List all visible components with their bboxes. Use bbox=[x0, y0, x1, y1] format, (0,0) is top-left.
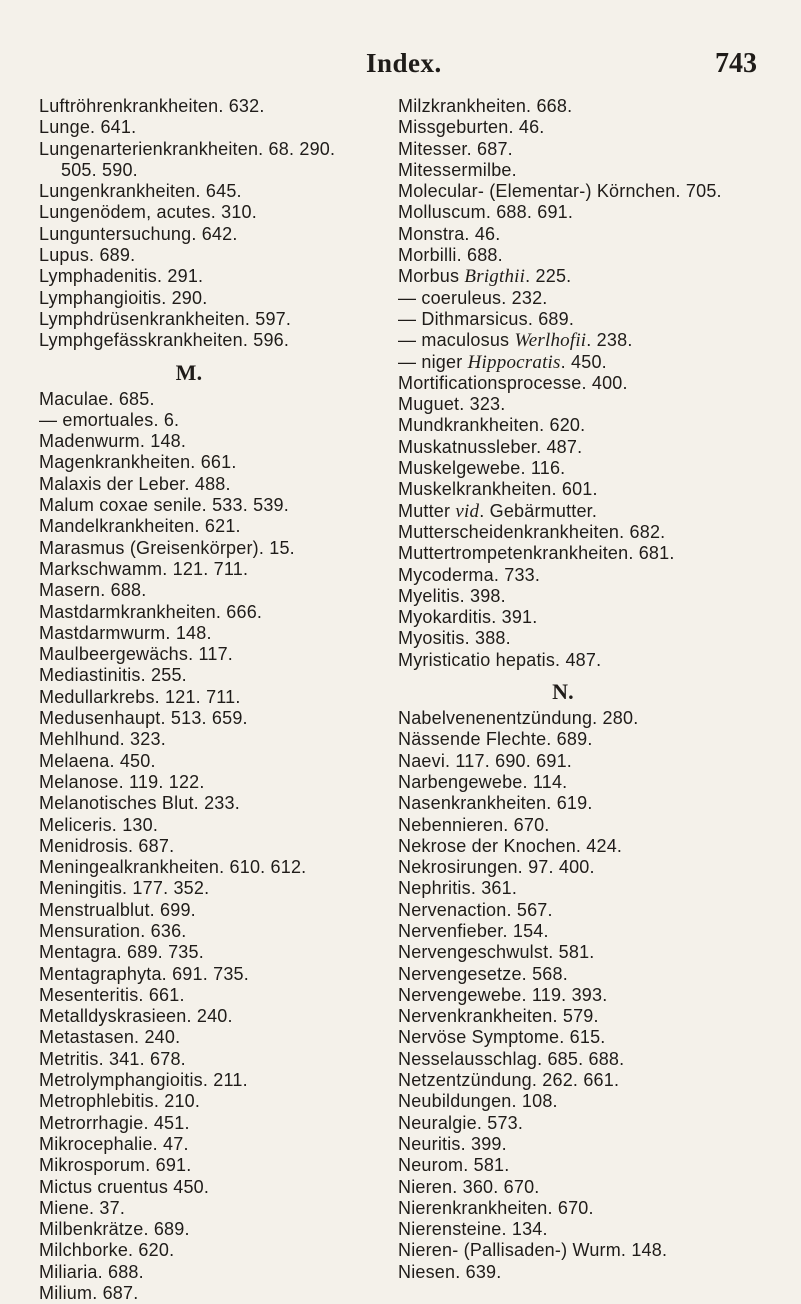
index-entry: Nieren- (Pallisaden-) Wurm. 148. bbox=[398, 1240, 668, 1261]
index-entry: Mictus cruentus 450. bbox=[39, 1176, 210, 1197]
index-entry: Lunge. 641. bbox=[39, 117, 137, 138]
index-entry bbox=[398, 266, 768, 287]
index-entry: Myelitis. 398. bbox=[398, 585, 506, 606]
entry-italic-text: vid bbox=[455, 500, 480, 522]
index-entry: Mutterscheidenkrankheiten. 682. bbox=[398, 521, 666, 542]
index-entry: Lungenkrankheiten. 645. bbox=[39, 181, 242, 202]
index-entry: Milzkrankheiten. 668. bbox=[398, 96, 573, 116]
index-entry: Myristicatio hepatis. 487. bbox=[398, 649, 602, 670]
entry-text: . 238. bbox=[586, 330, 633, 351]
index-entry: Nervenkrankheiten. 579. bbox=[398, 1006, 599, 1027]
index-entry: Nervöse Symptome. 615. bbox=[398, 1027, 606, 1048]
index-entry: Niesen. 639. bbox=[398, 1261, 502, 1282]
index-entry: Nässende Flechte. 689. bbox=[398, 729, 593, 750]
index-entry: Menstrualblut. 699. bbox=[39, 899, 196, 920]
entry-italic-text: Werlhofii bbox=[514, 330, 587, 352]
index-entry: Nieren. 360. 670. bbox=[398, 1176, 540, 1197]
index-entry: Nebennieren. 670. bbox=[398, 814, 550, 835]
index-entry: Meningitis. 177. 352. bbox=[39, 878, 210, 899]
index-entry: Lungenarterienkrankheiten. 68. 290. bbox=[39, 138, 336, 159]
entry-text: Morbus bbox=[398, 266, 465, 287]
index-entry: Maculae. 685. bbox=[39, 388, 155, 409]
index-entry: Monstra. 46. bbox=[398, 223, 501, 244]
index-entry: Metrorrhagie. 451. bbox=[39, 1112, 190, 1133]
entry-italic-text: Hippocratis bbox=[467, 351, 561, 373]
index-entry: Naevi. 117. 690. 691. bbox=[398, 750, 572, 771]
index-entry: Mastdarmwurm. 148. bbox=[39, 622, 212, 643]
index-entry: Malum coxae senile. 533. 539. bbox=[39, 495, 289, 516]
index-entry: Luftröhrenkrankheiten. 632. bbox=[39, 96, 265, 116]
index-entry: Meningealkrankheiten. 610. 612. bbox=[39, 857, 307, 878]
index-entry bbox=[398, 501, 768, 522]
index-entry: Mitessermilbe. bbox=[398, 159, 517, 180]
index-entry: Milium. 687. bbox=[39, 1283, 139, 1304]
index-entry: Mentagraphyta. 691. 735. bbox=[39, 963, 249, 984]
index-entry: Myositis. 388. bbox=[398, 628, 511, 649]
index-entry: Nervengesetze. 568. bbox=[398, 963, 568, 984]
index-entry: Mesenteritis. 661. bbox=[39, 984, 185, 1005]
page-number: 743 bbox=[715, 48, 757, 79]
index-entry: Mundkrankheiten. 620. bbox=[398, 415, 586, 436]
index-entry: Metastasen. 240. bbox=[39, 1027, 181, 1048]
index-entry: Nekrosirungen. 97. 400. bbox=[398, 857, 595, 878]
index-entry: Muguet. 323. bbox=[398, 394, 506, 415]
index-entry: Nierensteine. 134. bbox=[398, 1219, 548, 1240]
index-entry: Miliaria. 688. bbox=[39, 1261, 144, 1282]
index-entry: Neuralgie. 573. bbox=[398, 1112, 524, 1133]
index-entry: Myokarditis. 391. bbox=[398, 607, 538, 628]
index-entry: Morbilli. 688. bbox=[398, 245, 503, 266]
index-entry: Muskelkrankheiten. 601. bbox=[398, 479, 598, 500]
index-entry: Molluscum. 688. 691. bbox=[398, 202, 574, 223]
index-entry: Magenkrankheiten. 661. bbox=[39, 452, 237, 473]
index-entry: Medusenhaupt. 513. 659. bbox=[39, 708, 248, 729]
entry-text: Mutter bbox=[398, 500, 456, 521]
index-entry: Nekrose der Knochen. 424. bbox=[398, 835, 623, 856]
index-entry: Mehlhund. 323. bbox=[39, 729, 166, 750]
index-entry: Lungenödem, acutes. 310. bbox=[39, 202, 257, 223]
index-entry: — emortuales. 6. bbox=[39, 409, 180, 430]
entry-text: — niger bbox=[398, 351, 468, 372]
entry-text: . 450. bbox=[560, 351, 607, 372]
index-entry: Neubildungen. 108. bbox=[398, 1091, 558, 1112]
index-entry bbox=[398, 352, 768, 373]
index-entry: Nasenkrankheiten. 619. bbox=[398, 793, 593, 814]
index-entry: Melanotisches Blut. 233. bbox=[39, 793, 240, 814]
index-entry: Mensuration. 636. bbox=[39, 920, 187, 941]
index-entry: Metritis. 341. 678. bbox=[39, 1048, 186, 1069]
index-entry: Melanose. 119. 122. bbox=[39, 771, 205, 792]
index-entry: Molecular- (Elementar-) Körnchen. 705. bbox=[398, 181, 722, 202]
index-entry: Metrolymphangioitis. 211. bbox=[39, 1070, 248, 1091]
index-entry: Markschwamm. 121. 711. bbox=[39, 558, 249, 579]
index-entry: Nervengewebe. 119. 393. bbox=[398, 984, 608, 1005]
index-entry: Mitesser. 687. bbox=[398, 138, 513, 159]
index-entry: Lupus. 689. bbox=[39, 245, 136, 266]
index-entry: Medullarkrebs. 121. 711. bbox=[39, 686, 241, 707]
index-entry: Nephritis. 361. bbox=[398, 878, 518, 899]
index-entry: Metalldyskrasieen. 240. bbox=[39, 1006, 233, 1027]
index-entry: Mycoderma. 733. bbox=[398, 564, 541, 585]
index-entry: Narbengewebe. 114. bbox=[398, 771, 568, 792]
index-entry: Menidrosis. 687. bbox=[39, 835, 175, 856]
index-entry: Mandelkrankheiten. 621. bbox=[39, 516, 241, 537]
index-entry: Lymphgefässkrankheiten. 596. bbox=[39, 330, 290, 351]
index-entry: Lymphadenitis. 291. bbox=[39, 266, 204, 287]
index-entry: Nervengeschwulst. 581. bbox=[398, 942, 595, 963]
index-entry: Marasmus (Greisenkörper). 15. bbox=[39, 537, 295, 558]
index-entry: Meliceris. 130. bbox=[39, 814, 159, 835]
index-entry: Mediastinitis. 255. bbox=[39, 665, 187, 686]
entry-text: . Gebärmutter. bbox=[479, 500, 598, 521]
index-entry: Mikrocephalie. 47. bbox=[39, 1133, 189, 1154]
index-entry: Mastdarmkrankheiten. 666. bbox=[39, 601, 263, 622]
index-entry: Masern. 688. bbox=[39, 580, 147, 601]
index-entry: Lunguntersuchung. 642. bbox=[39, 223, 238, 244]
index-entry: Maulbeergewächs. 117. bbox=[39, 644, 233, 665]
index-entry: Neurom. 581. bbox=[398, 1155, 510, 1176]
index-entry: Miene. 37. bbox=[39, 1197, 126, 1218]
index-column-left bbox=[39, 96, 391, 1304]
index-entry-continuation: 505. 590. bbox=[61, 159, 138, 180]
index-entry: — coeruleus. 232. bbox=[398, 287, 548, 308]
index-entry: Nierenkrankheiten. 670. bbox=[398, 1197, 594, 1218]
index-entry: Nesselausschlag. 685. 688. bbox=[398, 1048, 625, 1069]
running-title: Index. bbox=[366, 48, 442, 78]
index-entry: Mortificationsprocesse. 400. bbox=[398, 372, 628, 393]
index-entry: Nabelvenenentzündung. 280. bbox=[398, 708, 639, 729]
index-entry: Malaxis der Leber. 488. bbox=[39, 473, 231, 494]
index-entry: Muttertrompetenkrankheiten. 681. bbox=[398, 543, 675, 564]
index-entry bbox=[398, 330, 768, 351]
index-entry: Netzentzündung. 262. 661. bbox=[398, 1070, 620, 1091]
index-entry: Neuritis. 399. bbox=[398, 1133, 507, 1154]
index-entry: Mentagra. 689. 735. bbox=[39, 942, 204, 963]
index-entry: Nervenaction. 567. bbox=[398, 899, 553, 920]
index-column-right bbox=[398, 96, 768, 1283]
index-entry: Mikrosporum. 691. bbox=[39, 1155, 192, 1176]
index-entry: Nervenfieber. 154. bbox=[398, 920, 549, 941]
index-entry: Metrophlebitis. 210. bbox=[39, 1091, 201, 1112]
section-letter: N. bbox=[552, 679, 574, 705]
index-entry: Missgeburten. 46. bbox=[398, 117, 545, 138]
index-entry: Lymphdrüsenkrankheiten. 597. bbox=[39, 308, 292, 329]
entry-italic-text: Brigthii bbox=[464, 266, 526, 288]
section-letter: M. bbox=[175, 359, 203, 385]
index-entry: Melaena. 450. bbox=[39, 750, 156, 771]
index-entry: — Dithmarsicus. 689. bbox=[398, 308, 575, 329]
index-entry: Muskelgewebe. 116. bbox=[398, 458, 566, 479]
index-entry: Madenwurm. 148. bbox=[39, 431, 187, 452]
page-header bbox=[0, 48, 801, 82]
index-entry: Milbenkrätze. 689. bbox=[39, 1219, 190, 1240]
entry-text: — maculosus bbox=[398, 330, 515, 351]
index-entry: Lymphangioitis. 290. bbox=[39, 287, 208, 308]
index-entry: Muskatnussleber. 487. bbox=[398, 436, 583, 457]
entry-text: . 225. bbox=[525, 266, 572, 287]
index-entry: Milchborke. 620. bbox=[39, 1240, 175, 1261]
